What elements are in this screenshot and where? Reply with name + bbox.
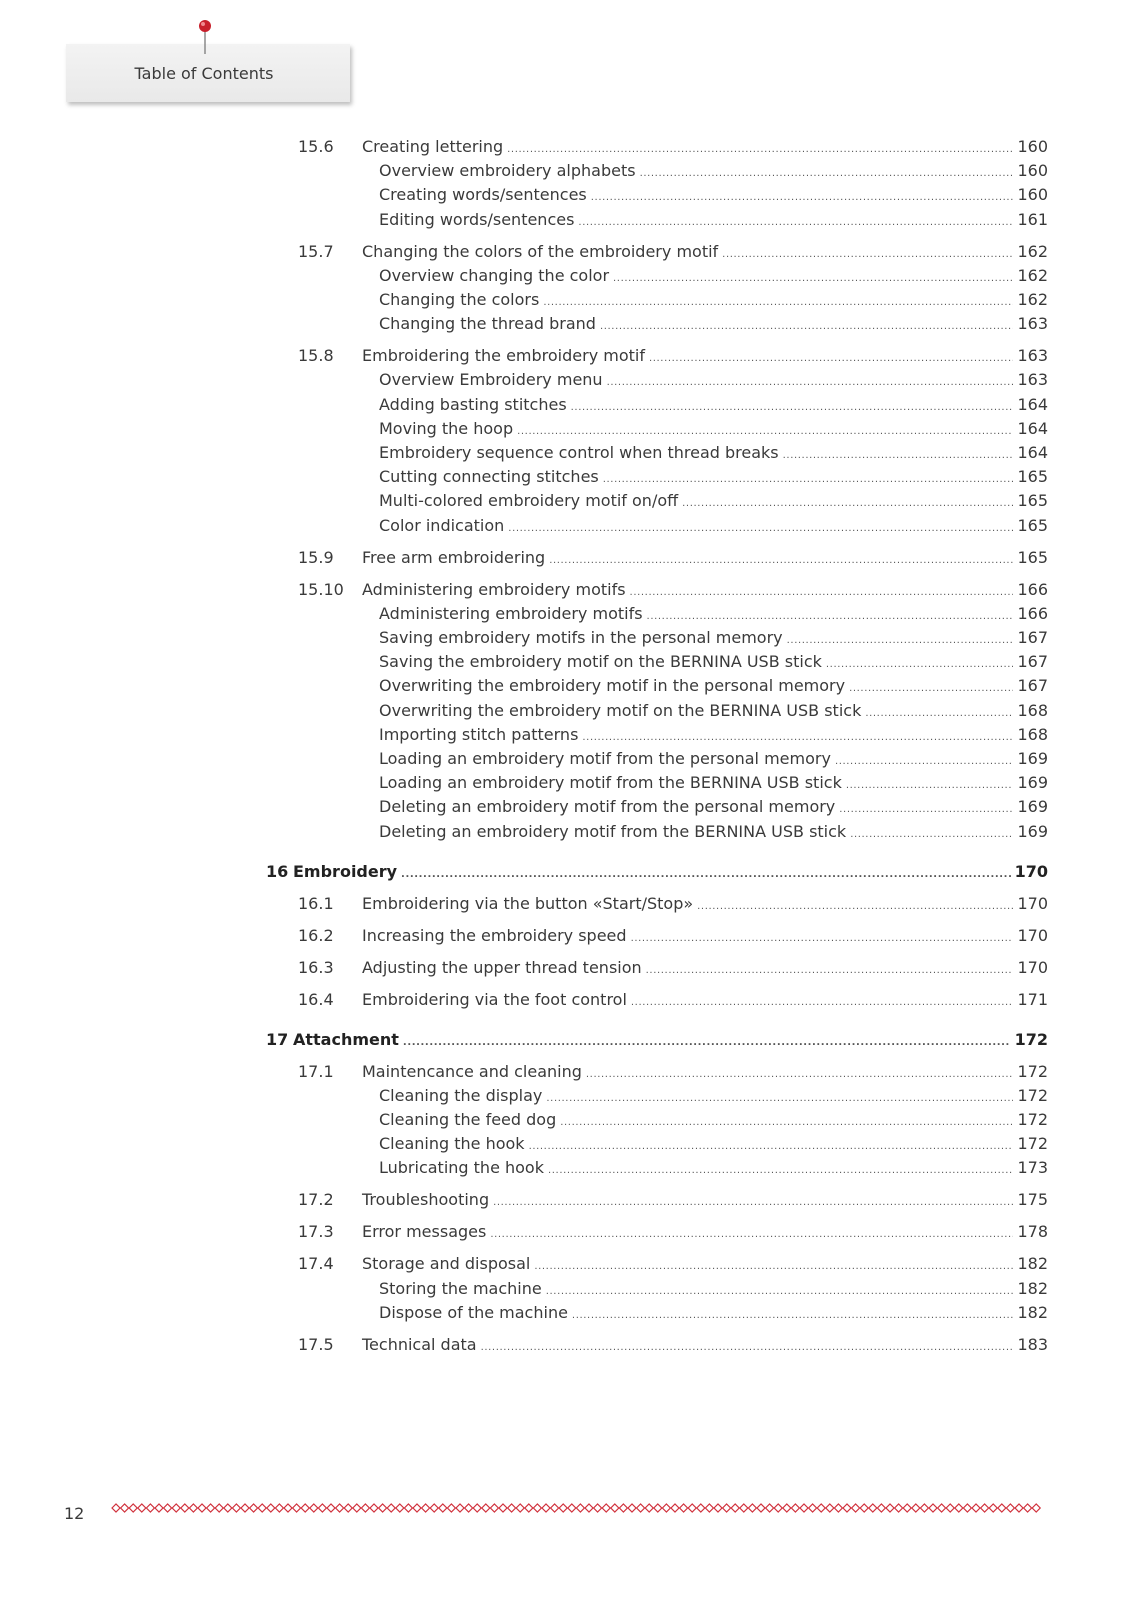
toc-entry-page: 165 — [1017, 516, 1048, 535]
toc-chapter-row[interactable] — [266, 1029, 1062, 1051]
toc-section-row[interactable] — [266, 989, 1062, 1011]
toc-entry-page: 166 — [1017, 580, 1048, 599]
toc-entry-title: Overview embroidery alphabets — [379, 161, 636, 180]
toc-entry-page: 164 — [1017, 395, 1048, 414]
pushpin-icon — [194, 16, 222, 56]
dot-leader — [572, 1305, 1014, 1327]
toc-entry-title: Dispose of the machine — [379, 1303, 568, 1322]
toc-entry-title: Creating lettering — [362, 137, 504, 156]
toc-subsection-row[interactable] — [266, 1085, 1062, 1107]
toc-entry — [362, 957, 1048, 982]
toc-section-row[interactable] — [266, 579, 1062, 601]
toc-section-row[interactable] — [266, 345, 1062, 367]
dot-leader — [403, 1032, 1011, 1054]
toc-entry-title: Technical data — [362, 1335, 477, 1354]
dot-leader — [640, 163, 1014, 185]
toc-entry-title: Loading an embroidery motif from the personal memory — [379, 749, 831, 768]
dot-leader — [682, 493, 1013, 515]
toc-entry-page: 169 — [1017, 822, 1048, 841]
dot-leader — [507, 139, 1013, 161]
toc-entry-title: Importing stitch patterns — [379, 725, 579, 744]
toc-entry — [379, 675, 1048, 700]
toc-entry-title: Loading an embroidery motif from the BERNINA USB stick — [379, 773, 842, 792]
toc-entry-page: 172 — [1014, 1030, 1048, 1049]
dot-leader — [517, 421, 1013, 443]
toc-entry-number: 16.1 — [298, 894, 334, 913]
toc-subsection-row[interactable] — [266, 748, 1062, 770]
toc-entry-page: 182 — [1017, 1279, 1048, 1298]
toc-entry-page: 161 — [1017, 210, 1048, 229]
toc-subsection-row[interactable] — [266, 265, 1062, 287]
toc-entry-title: Creating words/sentences — [379, 185, 587, 204]
toc-entry-number: 17.1 — [298, 1062, 334, 1081]
toc-entry-number: 15.6 — [298, 137, 334, 156]
toc-entry-page: 182 — [1017, 1254, 1048, 1273]
dot-leader — [591, 187, 1014, 209]
toc-entry-page: 172 — [1017, 1062, 1048, 1081]
toc-entry-title: Deleting an embroidery motif from the BERNINA USB stick — [379, 822, 847, 841]
toc-entry-title: Overview changing the color — [379, 266, 610, 285]
toc-entry-number: 17.5 — [298, 1335, 334, 1354]
toc-entry-title: Color indication — [379, 516, 505, 535]
toc-entry — [379, 466, 1048, 491]
toc-entry-page: 160 — [1017, 137, 1048, 156]
dot-leader — [546, 1088, 1013, 1110]
toc-entry-page: 162 — [1017, 242, 1048, 261]
toc-entry — [379, 289, 1048, 314]
toc-section-row[interactable] — [266, 957, 1062, 979]
toc-entry-page: 173 — [1017, 1158, 1048, 1177]
toc-entry-page: 168 — [1017, 701, 1048, 720]
toc-entry-number: 17 — [266, 1030, 289, 1049]
toc-entry — [379, 418, 1048, 443]
dot-leader — [548, 1160, 1013, 1182]
toc-subsection-row[interactable] — [266, 1278, 1062, 1300]
toc-entry — [379, 313, 1048, 338]
toc-entry-page: 170 — [1014, 862, 1048, 881]
toc-entry-page: 163 — [1017, 346, 1048, 365]
toc-entry-title: Administering embroidery motifs — [379, 604, 643, 623]
toc-entry — [379, 1278, 1048, 1303]
dot-leader — [578, 212, 1013, 234]
toc-entry — [379, 490, 1048, 515]
dot-leader — [534, 1256, 1013, 1278]
toc-entry-page: 164 — [1017, 443, 1048, 462]
toc-entry-page: 166 — [1017, 604, 1048, 623]
toc-entry — [362, 893, 1048, 918]
toc-subsection-row[interactable] — [266, 675, 1062, 697]
dot-leader — [560, 1112, 1013, 1134]
toc-section-row[interactable] — [266, 1253, 1062, 1275]
toc-entry — [362, 1189, 1048, 1214]
toc-entry-page: 167 — [1017, 676, 1048, 695]
toc-subsection-row[interactable] — [266, 1157, 1062, 1179]
toc-entry — [379, 724, 1048, 749]
toc-entry-page: 171 — [1017, 990, 1048, 1009]
dot-leader — [586, 1064, 1014, 1086]
toc-entry — [379, 209, 1048, 234]
dot-leader — [850, 824, 1013, 846]
toc-entry-page: 165 — [1017, 467, 1048, 486]
toc-section-row[interactable] — [266, 925, 1062, 947]
dot-leader — [607, 372, 1014, 394]
toc-entry-title: Cleaning the hook — [379, 1134, 525, 1153]
toc-subsection-row[interactable] — [266, 796, 1062, 818]
toc-entry-page: 178 — [1017, 1222, 1048, 1241]
toc-subsection-row[interactable] — [266, 184, 1062, 206]
dot-leader — [571, 397, 1014, 419]
toc-entry-title: Embroidering via the button «Start/Stop» — [362, 894, 694, 913]
toc-section-row[interactable] — [266, 1189, 1062, 1211]
toc-entry — [362, 547, 1048, 572]
toc-subsection-row[interactable] — [266, 1133, 1062, 1155]
toc-entry-page: 182 — [1017, 1303, 1048, 1322]
toc-entry-page: 164 — [1017, 419, 1048, 438]
toc-entry-number: 16.2 — [298, 926, 334, 945]
toc-entry — [379, 369, 1048, 394]
toc-entry-title: Storage and disposal — [362, 1254, 531, 1273]
dot-leader — [613, 268, 1013, 290]
toc-entry-title: Embroidering the embroidery motif — [362, 346, 645, 365]
toc-section-row[interactable] — [266, 893, 1062, 915]
dot-leader — [508, 518, 1013, 540]
toc-entry-title: Changing the colors of the embroidery motif — [362, 242, 719, 261]
toc-entry-title: Maintencance and cleaning — [362, 1062, 582, 1081]
toc-entry-title: Adjusting the upper thread tension — [362, 958, 642, 977]
toc-entry-title: Error messages — [362, 1222, 487, 1241]
toc-subsection-row[interactable] — [266, 209, 1062, 231]
toc-entry — [362, 925, 1048, 950]
toc-entry-title: Embroidering via the foot control — [362, 990, 627, 1009]
toc-entry — [379, 772, 1048, 797]
toc-entry-page: 163 — [1017, 314, 1048, 333]
toc-entry — [379, 1133, 1048, 1158]
toc-entry — [362, 241, 1048, 266]
dot-leader — [490, 1224, 1013, 1246]
toc-subsection-row[interactable] — [266, 369, 1062, 391]
toc-entry-title: Deleting an embroidery motif from the personal memory — [379, 797, 836, 816]
toc-entry-title: Moving the hoop — [379, 419, 514, 438]
toc-subsection-row[interactable] — [266, 700, 1062, 722]
toc-subsection-row[interactable] — [266, 1302, 1062, 1324]
toc-section-row[interactable] — [266, 1061, 1062, 1083]
toc-entry-title: Overwriting the embroidery motif in the personal memory — [379, 676, 846, 695]
toc-subsection-row[interactable] — [266, 418, 1062, 440]
toc-entry-title: Cutting connecting stitches — [379, 467, 599, 486]
toc-subsection-row[interactable] — [266, 772, 1062, 794]
dot-leader — [846, 775, 1014, 797]
dot-leader — [529, 1136, 1014, 1158]
toc-entry-title: Multi-colored embroidery motif on/off — [379, 491, 679, 510]
dot-leader — [600, 316, 1014, 338]
dot-leader — [631, 928, 1014, 950]
toc-entry — [362, 345, 1048, 370]
toc-entry — [362, 1253, 1048, 1278]
toc-entry-page: 162 — [1017, 266, 1048, 285]
toc-entry-page: 170 — [1017, 926, 1048, 945]
toc-entry — [379, 748, 1048, 773]
toc-entry-number: 15.8 — [298, 346, 334, 365]
toc-entry-page: 175 — [1017, 1190, 1048, 1209]
toc-entry-title: Embroidery sequence control when thread breaks — [379, 443, 779, 462]
dot-leader — [543, 292, 1013, 314]
toc-entry-page: 170 — [1017, 894, 1048, 913]
toc-entry — [379, 603, 1048, 628]
toc-entry-page: 172 — [1017, 1134, 1048, 1153]
dot-leader — [646, 960, 1014, 982]
toc-entry-page: 172 — [1017, 1086, 1048, 1105]
dot-leader — [826, 654, 1014, 676]
toc-subsection-row[interactable] — [266, 160, 1062, 182]
dot-leader — [481, 1337, 1014, 1359]
toc-entry-number: 16.4 — [298, 990, 334, 1009]
toc-entry-number: 17.4 — [298, 1254, 334, 1273]
toc-entry-page: 160 — [1017, 185, 1048, 204]
toc-entry-page: 167 — [1017, 628, 1048, 647]
toc-entry-title: Cleaning the feed dog — [379, 1110, 557, 1129]
toc-entry — [379, 265, 1048, 290]
toc-entry — [379, 1109, 1048, 1134]
toc-entry-page: 172 — [1017, 1110, 1048, 1129]
dot-leader — [582, 727, 1013, 749]
toc-entry — [379, 1085, 1048, 1110]
toc-entry-number: 17.3 — [298, 1222, 334, 1241]
toc-entry-title: Embroidery — [293, 862, 398, 881]
toc-entry — [379, 394, 1048, 419]
toc-subsection-row[interactable] — [266, 724, 1062, 746]
toc-entry — [362, 579, 1048, 604]
stitch-border-decoration — [110, 1503, 1045, 1513]
toc-entry — [362, 136, 1048, 161]
toc-entry-title: Changing the thread brand — [379, 314, 596, 333]
dot-leader — [839, 799, 1013, 821]
toc-entry-page: 163 — [1017, 370, 1048, 389]
toc-entry — [362, 1221, 1048, 1246]
dot-leader — [835, 751, 1014, 773]
page-number: 12 — [64, 1504, 85, 1523]
toc-entry-page: 162 — [1017, 290, 1048, 309]
dot-leader — [549, 550, 1013, 572]
toc-entry-page: 169 — [1017, 773, 1048, 792]
toc-subsection-row[interactable] — [266, 515, 1062, 537]
toc-entry-title: Lubricating the hook — [379, 1158, 544, 1177]
toc-entry-page: 169 — [1017, 749, 1048, 768]
toc-entry-title: Overview Embroidery menu — [379, 370, 603, 389]
toc-entry-page: 160 — [1017, 161, 1048, 180]
toc-subsection-row[interactable] — [266, 466, 1062, 488]
toc-subsection-row[interactable] — [266, 821, 1062, 843]
toc-entry — [379, 1302, 1048, 1327]
toc-entry — [362, 989, 1048, 1014]
toc-entry — [379, 1157, 1048, 1182]
toc-entry — [379, 700, 1048, 725]
toc-entry-page: 165 — [1017, 491, 1048, 510]
toc-entry-page: 167 — [1017, 652, 1048, 671]
toc-entry — [379, 184, 1048, 209]
toc-entry-number: 16 — [266, 862, 289, 881]
toc-entry-number: 15.7 — [298, 242, 334, 261]
toc-entry — [293, 1029, 1048, 1054]
toc-entry-number: 15.10 — [298, 580, 344, 599]
dot-leader — [630, 582, 1014, 604]
toc-chapter-row[interactable] — [266, 861, 1062, 883]
dot-leader — [849, 678, 1013, 700]
toc-entry-title: Increasing the embroidery speed — [362, 926, 627, 945]
toc-entry-title: Cleaning the display — [379, 1086, 543, 1105]
toc-entry-page: 170 — [1017, 958, 1048, 977]
toc-entry-page: 169 — [1017, 797, 1048, 816]
toc-entry-number: 17.2 — [298, 1190, 334, 1209]
toc-entry — [379, 821, 1048, 846]
toc-entry-title: Overwriting the embroidery motif on the BERNINA USB stick — [379, 701, 862, 720]
toc-subsection-row[interactable] — [266, 1109, 1062, 1131]
dot-leader — [787, 630, 1014, 652]
toc-section-row[interactable] — [266, 547, 1062, 569]
toc-entry — [362, 1061, 1048, 1086]
dot-leader — [647, 606, 1014, 628]
section-tab-title: Table of Contents — [134, 64, 274, 83]
toc-entry — [379, 651, 1048, 676]
toc-entry-title: Attachment — [293, 1030, 399, 1049]
dot-leader — [697, 896, 1013, 918]
dot-leader — [649, 348, 1013, 370]
dot-leader — [722, 244, 1013, 266]
toc-subsection-row[interactable] — [266, 651, 1062, 673]
toc-section-row[interactable] — [266, 136, 1062, 158]
toc-subsection-row[interactable] — [266, 313, 1062, 335]
toc-entry-page: 183 — [1017, 1335, 1048, 1354]
dot-leader — [493, 1192, 1013, 1214]
toc-section-row[interactable] — [266, 241, 1062, 263]
toc-entry-title: Editing words/sentences — [379, 210, 575, 229]
toc-section-row[interactable] — [266, 1334, 1062, 1356]
toc-entry — [379, 627, 1048, 652]
toc-entry-title: Administering embroidery motifs — [362, 580, 626, 599]
toc-entry — [379, 442, 1048, 467]
toc-entry-number: 15.9 — [298, 548, 334, 567]
dot-leader — [783, 445, 1014, 467]
toc-section-row[interactable] — [266, 1221, 1062, 1243]
toc-entry — [379, 160, 1048, 185]
toc-entry-page: 165 — [1017, 548, 1048, 567]
toc-entry — [379, 515, 1048, 540]
toc-entry — [379, 796, 1048, 821]
toc-entry-number: 16.3 — [298, 958, 334, 977]
toc-entry-page: 168 — [1017, 725, 1048, 744]
toc-entry — [293, 861, 1048, 886]
toc-subsection-row[interactable] — [266, 289, 1062, 311]
toc-subsection-row[interactable] — [266, 603, 1062, 625]
toc-entry-title: Saving the embroidery motif on the BERNINA USB stick — [379, 652, 822, 671]
toc-entry-title: Storing the machine — [379, 1279, 542, 1298]
dot-leader — [546, 1281, 1014, 1303]
dot-leader — [865, 703, 1013, 725]
toc-subsection-row[interactable] — [266, 490, 1062, 512]
dot-leader — [401, 864, 1011, 886]
toc-subsection-row[interactable] — [266, 442, 1062, 464]
toc-entry-title: Free arm embroidering — [362, 548, 546, 567]
toc-entry-title: Adding basting stitches — [379, 395, 567, 414]
dot-leader — [631, 992, 1014, 1014]
toc-subsection-row[interactable] — [266, 394, 1062, 416]
toc-subsection-row[interactable] — [266, 627, 1062, 649]
toc-entry-title: Saving embroidery motifs in the personal memory — [379, 628, 783, 647]
dot-leader — [603, 469, 1014, 491]
toc-entry-title: Troubleshooting — [362, 1190, 490, 1209]
toc-entry — [362, 1334, 1048, 1359]
toc-entry-title: Changing the colors — [379, 290, 540, 309]
